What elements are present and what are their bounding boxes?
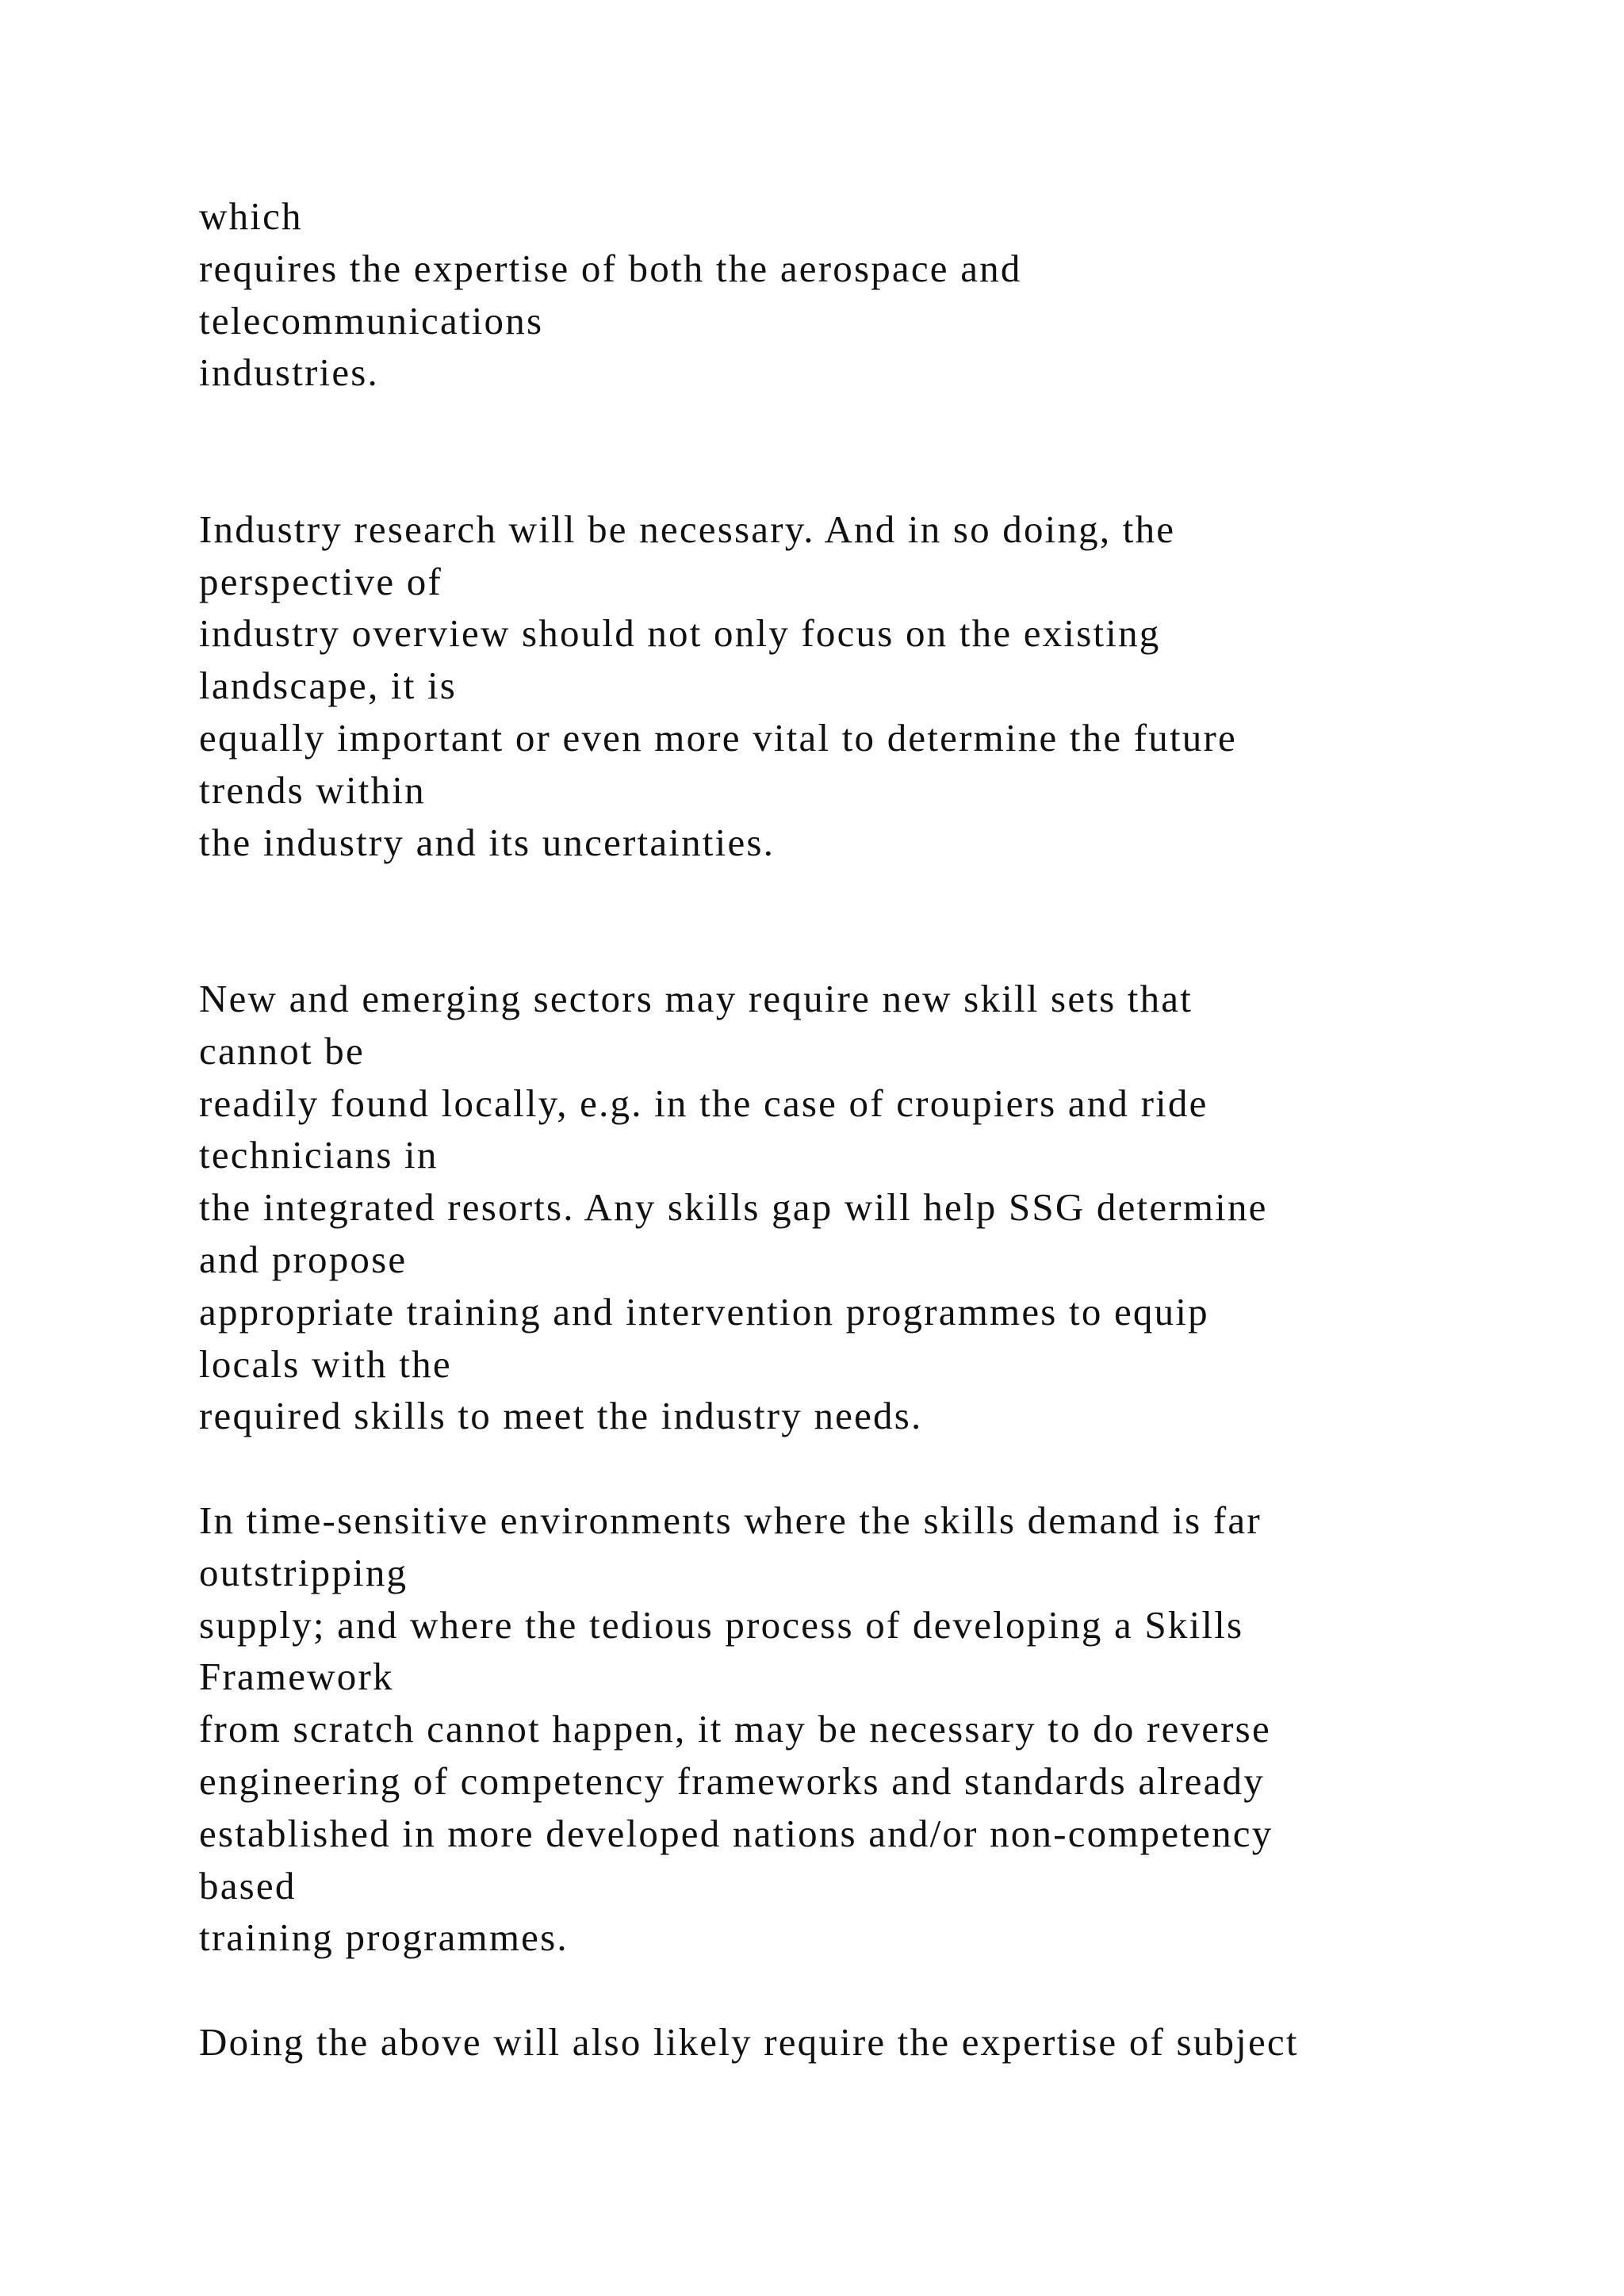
text-line: cannot be — [199, 1028, 365, 1073]
text-line: readily found locally, e.g. in the case of croupiers and ride — [199, 1081, 1208, 1125]
text-line: supply; and where the tedious process of developing a Skills — [199, 1602, 1244, 1647]
blank-line — [199, 920, 1547, 973]
text-line: telecommunications — [199, 298, 544, 342]
text-line: industries. — [199, 350, 379, 395]
text-line: required skills to meet the industry needs. — [199, 1394, 923, 1438]
text-line: based — [199, 1863, 297, 1908]
blank-line — [199, 451, 1547, 503]
text-line: New and emerging sectors may require new skill sets that — [199, 976, 1193, 1020]
text-line: established in more developed nations and/or non-competency — [199, 1811, 1274, 1855]
text-line: In time-sensitive environments where the skills demand is far — [199, 1498, 1262, 1542]
text-line: requires the expertise of both the aerospace and — [199, 246, 1022, 290]
text-line: and propose — [199, 1237, 408, 1281]
text-line: technicians in — [199, 1133, 439, 1177]
text-line: training programmes. — [199, 1915, 569, 1960]
text-line: locals with the — [199, 1341, 452, 1386]
text-line: appropriate training and intervention programmes to equip — [199, 1289, 1209, 1334]
text-line: the integrated resorts. Any skills gap will help SSG determine — [199, 1185, 1268, 1230]
text-line: Doing the above will also likely require the expertise of subject — [199, 2019, 1299, 2064]
blank-line — [199, 868, 1547, 920]
blank-line — [199, 399, 1547, 451]
blank-line — [199, 1964, 1547, 2016]
text-line: from scratch cannot happen, it may be necessary to do reverse — [199, 1707, 1271, 1751]
text-line: trends within — [199, 767, 426, 812]
text-line: which — [199, 194, 303, 238]
text-line: perspective of — [199, 559, 442, 603]
text-line: the industry and its uncertainties. — [199, 820, 776, 864]
text-line: equally important or even more vital to determine the future — [199, 715, 1237, 760]
text-line: landscape, it is — [199, 664, 458, 708]
text-line: Framework — [199, 1655, 394, 1699]
text-line: engineering of competency frameworks and standards already — [199, 1758, 1265, 1803]
document-text — [199, 190, 1547, 2068]
text-line: Industry research will be necessary. And in so doing, the — [199, 507, 1176, 551]
blank-line — [199, 1442, 1547, 1494]
text-line: industry overview should not only focus on the existing — [199, 611, 1161, 656]
text-line: outstripping — [199, 1550, 408, 1594]
